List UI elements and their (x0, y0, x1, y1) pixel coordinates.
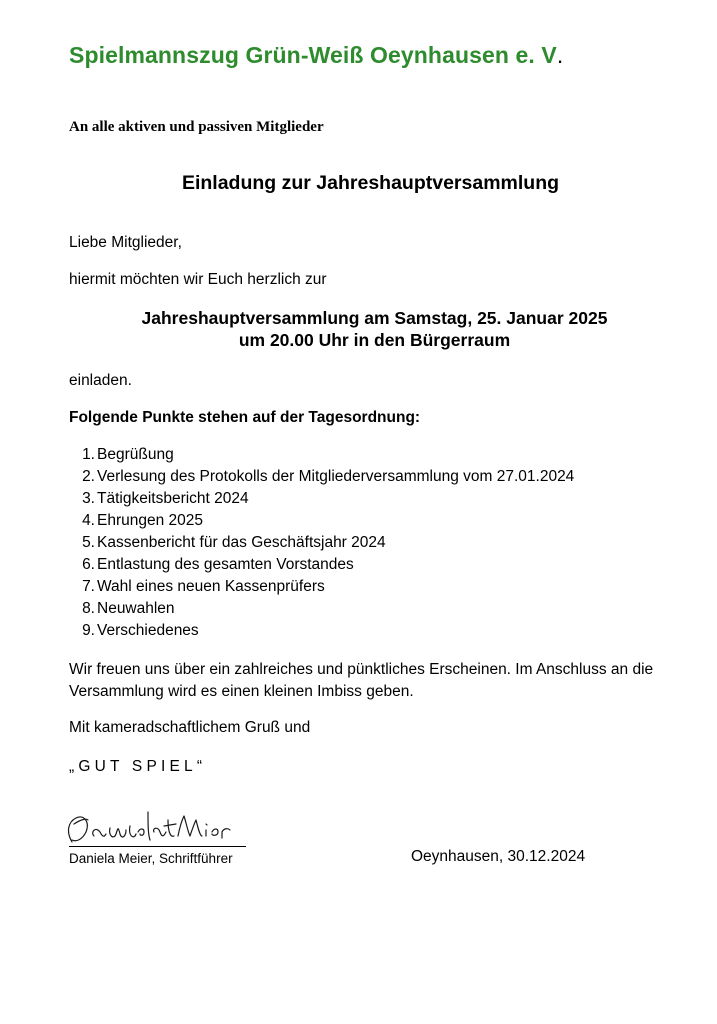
agenda-item: 5. Kassenbericht für das Geschäftsjahr 2024 (82, 534, 386, 551)
agenda-item: 7. Wahl eines neuen Kassenprüfers (82, 578, 325, 595)
signature-line (69, 846, 246, 847)
agenda-item: 9. Verschiedenes (82, 622, 199, 639)
regards-text: Mit kameradschaftlichem Gruß und (69, 719, 311, 736)
closing-text: Wir freuen uns über ein zahlreiches und pünktliches Erscheinen. Im Anschluss an die Versammlung wird es einen kleinen Imbiss geben. (69, 661, 654, 700)
club-name (69, 42, 563, 69)
agenda-item: 8. Neuwahlen (82, 600, 175, 617)
place-date: Oeynhausen, 30.12.2024 (411, 848, 586, 865)
agenda-item: 3. Tätigkeitsbericht 2024 (82, 490, 249, 507)
document-title: Einladung zur Jahreshauptversammlung (181, 172, 560, 194)
club-name-text: Spielmannszug Grün-Weiß Oeynhausen e. V (69, 42, 557, 68)
salutation: Liebe Mitglieder, (69, 234, 182, 251)
invite-end: einladen. (69, 372, 132, 389)
agenda-list (75, 444, 574, 642)
motto: „GUT SPIEL“ (69, 758, 207, 775)
signer-name: Daniela Meier, Schriftführer (69, 851, 233, 866)
addressee: An alle aktiven und passiven Mitglieder (69, 119, 324, 135)
agenda-item: 1. Begrüßung (82, 446, 174, 463)
agenda-heading: Folgende Punkte stehen auf der Tagesordnung: (69, 409, 421, 426)
meeting-date-line: Jahreshauptversammlung am Samstag, 25. Januar 2025 (141, 308, 608, 328)
meeting-time-line: um 20.00 Uhr in den Bürgerraum (238, 330, 511, 350)
intro-text: hiermit möchten wir Euch herzlich zur (69, 271, 327, 288)
agenda-item: 2. Verlesung des Protokolls der Mitgliederversammlung vom 27.01.2024 (82, 468, 575, 485)
club-name-end: . (556, 42, 564, 68)
agenda-item: 6. Entlastung des gesamten Vorstandes (82, 556, 354, 573)
meeting-details (16, 307, 717, 351)
agenda-item: 4. Ehrungen 2025 (82, 512, 204, 529)
